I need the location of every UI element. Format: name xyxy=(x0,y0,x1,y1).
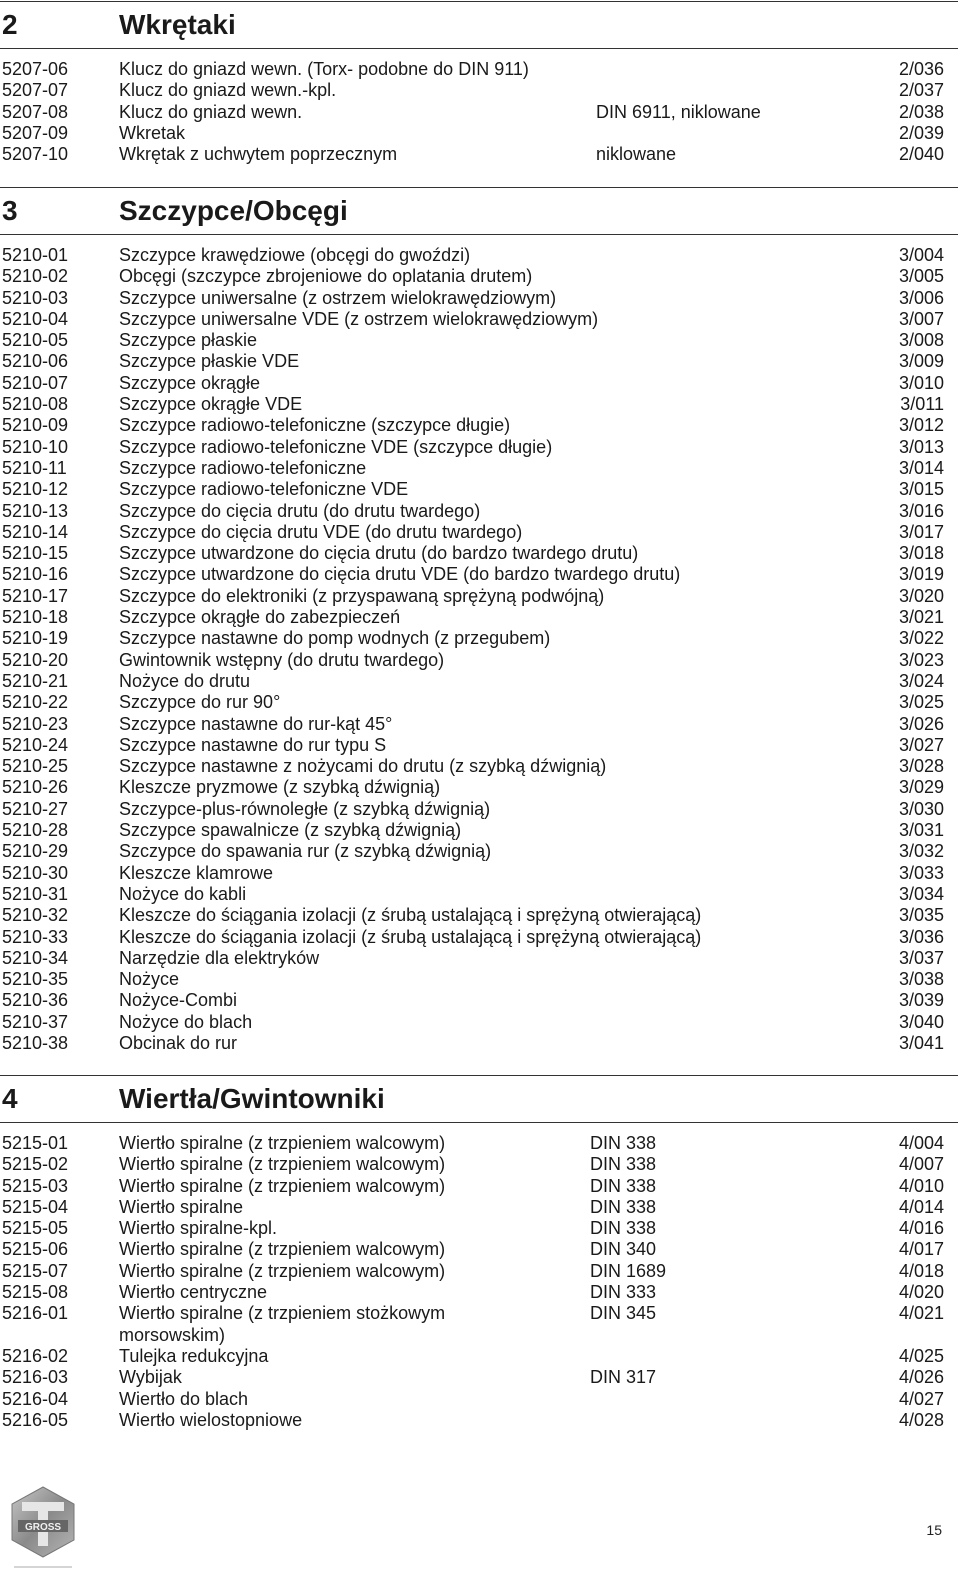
entry-page-ref: 3/027 xyxy=(898,734,944,755)
entry-code: 5210-23 xyxy=(2,713,69,734)
entry-description: Szczypce-plus-równoległe (z szybką dźwignią) xyxy=(119,798,491,819)
entry-row xyxy=(0,927,958,948)
entry-code: 5210-01 xyxy=(2,245,69,265)
entry-page-ref: 3/036 xyxy=(898,926,944,947)
entry-row xyxy=(0,1346,958,1367)
entry-row xyxy=(0,1239,958,1260)
entry-page-ref: 3/038 xyxy=(898,969,944,990)
entry-description: Szczypce uniwersalne VDE (z ostrzem wielokrawędziowym) xyxy=(119,308,599,329)
entry-code: 5210-32 xyxy=(2,905,69,926)
entry-row xyxy=(0,102,958,123)
entry-code: 5210-38 xyxy=(2,1032,69,1053)
entry-description: Szczypce do cięcia drutu VDE (do drutu twardego) xyxy=(119,521,523,542)
entry-code: 5210-37 xyxy=(2,1011,69,1032)
entry-row xyxy=(0,820,958,841)
entry-code: 5210-26 xyxy=(2,777,69,798)
entry-row xyxy=(0,1303,958,1346)
entry-row xyxy=(0,415,958,436)
logo-text: GROSS xyxy=(24,1522,62,1533)
entry-page-ref: 3/018 xyxy=(898,543,944,564)
entry-row xyxy=(0,884,958,905)
section-number: 4 xyxy=(2,1083,18,1114)
entry-page-ref: 4/021 xyxy=(898,1303,944,1324)
entry-row xyxy=(0,564,958,585)
entry-description: Szczypce radiowo-telefoniczne (szczypce długie) xyxy=(119,415,511,436)
entry-description: Wiertło spiralne (z trzpieniem stożkowym morsowskim) xyxy=(119,1303,446,1345)
entry-code: 5210-06 xyxy=(2,351,69,372)
entry-note: DIN 333 xyxy=(590,1282,657,1303)
entry-description: Kleszcze do ściągania izolacji (z śrubą ustalającą i sprężyną otwierającą) xyxy=(119,905,702,926)
entry-note: niklowane xyxy=(596,144,677,165)
entry-page-ref: 2/040 xyxy=(898,144,944,165)
entry-row xyxy=(0,1033,958,1054)
entry-code: 5210-13 xyxy=(2,500,69,521)
entry-description: Szczypce płaskie xyxy=(119,330,258,351)
entry-page-ref: 2/036 xyxy=(898,59,944,79)
entry-row xyxy=(0,650,958,671)
entry-page-ref: 3/024 xyxy=(898,670,944,691)
entry-note: DIN 338 xyxy=(590,1133,657,1153)
entry-note: DIN 338 xyxy=(590,1154,657,1175)
entry-description: Narzędzie dla elektryków xyxy=(119,947,320,968)
entry-row xyxy=(0,863,958,884)
entry-row xyxy=(0,692,958,713)
entry-code: 5210-24 xyxy=(2,734,69,755)
entry-page-ref: 4/025 xyxy=(898,1345,944,1366)
entry-page-ref: 3/039 xyxy=(898,990,944,1011)
entry-code: 5210-10 xyxy=(2,436,69,457)
entry-code: 5216-03 xyxy=(2,1367,69,1388)
entry-description: Nożyce do drutu xyxy=(119,670,251,691)
entry-code: 5210-04 xyxy=(2,308,69,329)
entry-code: 5216-01 xyxy=(2,1303,69,1324)
entry-code: 5207-08 xyxy=(2,101,69,122)
entry-description: Wiertło spiralne (z trzpieniem walcowym) xyxy=(119,1260,446,1281)
entry-row xyxy=(0,1176,958,1197)
entry-code: 5215-03 xyxy=(2,1175,69,1196)
entry-description: Wiertło spiralne (z trzpieniem walcowym) xyxy=(119,1133,446,1153)
entry-page-ref: 3/006 xyxy=(898,287,944,308)
entry-row xyxy=(0,394,958,415)
section-number: 3 xyxy=(2,195,18,226)
entry-code: 5215-05 xyxy=(2,1218,69,1239)
entry-page-ref: 3/004 xyxy=(898,245,944,265)
entry-page-ref: 3/015 xyxy=(898,479,944,500)
entry-list xyxy=(0,1122,958,1431)
entry-code: 5210-15 xyxy=(2,543,69,564)
entry-code: 5210-28 xyxy=(2,820,69,841)
entry-page-ref: 4/010 xyxy=(898,1175,944,1196)
entry-row xyxy=(0,373,958,394)
entry-row xyxy=(0,501,958,522)
entry-list xyxy=(0,48,958,165)
entry-code: 5215-02 xyxy=(2,1154,69,1175)
section-szczypce-obcegi xyxy=(0,187,958,1054)
entry-page-ref: 3/025 xyxy=(898,692,944,713)
entry-row xyxy=(0,1410,958,1431)
entry-page-ref: 3/026 xyxy=(898,713,944,734)
entry-description: Wybijak xyxy=(119,1367,182,1388)
entry-description: Szczypce okrągłe do zabezpieczeń xyxy=(119,607,401,628)
entry-description: Wiertło do blach xyxy=(119,1388,249,1409)
entry-page-ref: 3/007 xyxy=(898,308,944,329)
entry-code: 5210-19 xyxy=(2,628,69,649)
entry-row xyxy=(0,543,958,564)
entry-description: Wkretak xyxy=(119,122,186,143)
entry-row xyxy=(0,288,958,309)
entry-code: 5210-29 xyxy=(2,841,69,862)
entry-page-ref: 4/004 xyxy=(898,1133,944,1153)
entry-description: Wiertło spiralne (z trzpieniem walcowym) xyxy=(119,1154,446,1175)
entry-row xyxy=(0,144,958,165)
entry-description: Szczypce do cięcia drutu (do drutu twardego) xyxy=(119,500,481,521)
entry-description: Nożyce-Combi xyxy=(119,990,238,1011)
entry-row xyxy=(0,671,958,692)
entry-page-ref: 3/030 xyxy=(898,798,944,819)
entry-description: Obcęgi (szczypce zbrojeniowe do oplatania drutem) xyxy=(119,266,533,287)
entry-page-ref: 4/020 xyxy=(898,1282,944,1303)
entry-row xyxy=(0,586,958,607)
entry-description: Gwintownik wstępny (do drutu twardego) xyxy=(119,649,445,670)
entry-description: Wiertło spiralne (z trzpieniem walcowym) xyxy=(119,1239,446,1260)
entry-row xyxy=(0,330,958,351)
entry-code: 5207-07 xyxy=(2,80,69,101)
entry-page-ref: 3/011 xyxy=(900,394,944,415)
entry-code: 5210-25 xyxy=(2,756,69,777)
entry-page-ref: 2/039 xyxy=(898,122,944,143)
entry-row xyxy=(0,1154,958,1175)
section-wiertla-gwintowniki xyxy=(0,1075,958,1431)
entry-page-ref: 3/035 xyxy=(898,905,944,926)
entry-page-ref: 3/009 xyxy=(898,351,944,372)
entry-note: DIN 338 xyxy=(590,1196,657,1217)
entry-row xyxy=(0,756,958,777)
entry-code: 5216-04 xyxy=(2,1388,69,1409)
entry-row xyxy=(0,905,958,926)
entry-description: Szczypce nastawne do rur typu S xyxy=(119,734,387,755)
entry-description: Wiertło spiralne xyxy=(119,1196,244,1217)
entry-code: 5210-12 xyxy=(2,479,69,500)
entry-code: 5215-07 xyxy=(2,1260,69,1281)
entry-page-ref: 2/038 xyxy=(898,101,944,122)
entry-code: 5210-35 xyxy=(2,969,69,990)
entry-page-ref: 3/016 xyxy=(898,500,944,521)
entry-description: Szczypce radiowo-telefoniczne VDE (szczypce długie) xyxy=(119,436,553,457)
entry-code: 5210-17 xyxy=(2,585,69,606)
entry-note: DIN 340 xyxy=(590,1239,657,1260)
entry-row xyxy=(0,948,958,969)
section-title: Wiertła/Gwintowniki xyxy=(119,1083,385,1114)
entry-row xyxy=(0,1261,958,1282)
entry-description: Szczypce nastawne z nożycami do drutu (z szybką dźwignią) xyxy=(119,756,607,777)
entry-row xyxy=(0,522,958,543)
entry-page-ref: 3/022 xyxy=(898,628,944,649)
entry-row xyxy=(0,1012,958,1033)
entry-page-ref: 3/014 xyxy=(898,457,944,478)
entry-page-ref: 4/026 xyxy=(898,1367,944,1388)
entry-page-ref: 3/017 xyxy=(898,521,944,542)
entry-code: 5210-27 xyxy=(2,798,69,819)
entry-row xyxy=(0,1218,958,1239)
entry-row xyxy=(0,437,958,458)
entry-description: Wiertło wielostopniowe xyxy=(119,1409,303,1430)
entry-description: Wiertło centryczne xyxy=(119,1282,268,1303)
entry-row xyxy=(0,80,958,101)
entry-row xyxy=(0,777,958,798)
entry-page-ref: 3/032 xyxy=(898,841,944,862)
entry-row xyxy=(0,458,958,479)
entry-page-ref: 3/019 xyxy=(898,564,944,585)
entry-page-ref: 3/012 xyxy=(898,415,944,436)
entry-code: 5215-04 xyxy=(2,1196,69,1217)
entry-description: Szczypce nastawne do pomp wodnych (z przegubem) xyxy=(119,628,551,649)
entry-description: Kleszcze klamrowe xyxy=(119,862,274,883)
entry-row xyxy=(0,841,958,862)
entry-code: 5210-20 xyxy=(2,649,69,670)
entry-description: Kleszcze pryzmowe (z szybką dźwignią) xyxy=(119,777,441,798)
entry-description: Szczypce okrągłe VDE xyxy=(119,394,303,415)
entry-code: 5210-08 xyxy=(2,394,69,415)
entry-code: 5215-01 xyxy=(2,1133,69,1153)
entry-row xyxy=(0,1197,958,1218)
entry-code: 5215-06 xyxy=(2,1239,69,1260)
entry-description: Szczypce radiowo-telefoniczne VDE xyxy=(119,479,409,500)
entry-description: Szczypce radiowo-telefoniczne xyxy=(119,457,367,478)
entry-page-ref: 4/018 xyxy=(898,1260,944,1281)
entry-description: Kleszcze do ściągania izolacji (z śrubą ustalającą i sprężyną otwierającą) xyxy=(119,926,702,947)
entry-page-ref: 3/040 xyxy=(898,1011,944,1032)
entry-row xyxy=(0,990,958,1011)
entry-description: Szczypce do spawania rur (z szybką dźwignią) xyxy=(119,841,492,862)
entry-row xyxy=(0,123,958,144)
entry-description: Klucz do gniazd wewn. xyxy=(119,101,303,122)
page-number: 15 xyxy=(926,1522,942,1538)
entry-code: 5210-33 xyxy=(2,926,69,947)
entry-page-ref: 3/041 xyxy=(898,1032,944,1053)
entry-row xyxy=(0,479,958,500)
entry-description: Wiertło spiralne (z trzpieniem walcowym) xyxy=(119,1175,446,1196)
entry-page-ref: 3/037 xyxy=(898,947,944,968)
entry-page-ref: 4/028 xyxy=(898,1409,944,1430)
entry-code: 5207-06 xyxy=(2,59,69,79)
entry-page-ref: 3/031 xyxy=(898,820,944,841)
entry-code: 5210-07 xyxy=(2,372,69,393)
entry-code: 5210-02 xyxy=(2,266,69,287)
entry-code: 5207-09 xyxy=(2,122,69,143)
entry-page-ref: 3/008 xyxy=(898,330,944,351)
entry-code: 5215-08 xyxy=(2,1282,69,1303)
entry-description: Szczypce utwardzone do cięcia drutu (do bardzo twardego drutu) xyxy=(119,543,639,564)
entry-code: 5210-09 xyxy=(2,415,69,436)
entry-page-ref: 3/013 xyxy=(898,436,944,457)
entry-page-ref: 4/017 xyxy=(898,1239,944,1260)
entry-row xyxy=(0,969,958,990)
entry-code: 5210-18 xyxy=(2,607,69,628)
section-number: 2 xyxy=(2,9,18,40)
entry-page-ref: 3/029 xyxy=(898,777,944,798)
entry-row xyxy=(0,309,958,330)
entry-description: Szczypce płaskie VDE xyxy=(119,351,300,372)
entry-list xyxy=(0,234,958,1054)
entry-code: 5210-14 xyxy=(2,521,69,542)
entry-description: Szczypce do elektroniki (z przyspawaną sprężyną podwójną) xyxy=(119,585,605,606)
entry-code: 5210-22 xyxy=(2,692,69,713)
entry-page-ref: 4/014 xyxy=(898,1196,944,1217)
entry-code: 5216-02 xyxy=(2,1345,69,1366)
entry-code: 5210-30 xyxy=(2,862,69,883)
entry-page-ref: 3/020 xyxy=(898,585,944,606)
entry-description: Obcinak do rur xyxy=(119,1032,238,1053)
entry-page-ref: 3/033 xyxy=(898,862,944,883)
entry-description: Szczypce do rur 90° xyxy=(119,692,281,713)
entry-code: 5210-03 xyxy=(2,287,69,308)
entry-row xyxy=(0,628,958,649)
entry-code: 5210-05 xyxy=(2,330,69,351)
entry-row xyxy=(0,59,958,80)
entry-description: Tulejka redukcyjna xyxy=(119,1345,269,1366)
entry-description: Szczypce krawędziowe (obcęgi do gwoździ) xyxy=(119,245,471,265)
entry-description: Nożyce do kabli xyxy=(119,883,247,904)
entry-description: Nożyce do blach xyxy=(119,1011,253,1032)
entry-note: DIN 345 xyxy=(590,1303,657,1324)
entry-row xyxy=(0,735,958,756)
entry-row xyxy=(0,351,958,372)
entry-code: 5210-31 xyxy=(2,883,69,904)
entry-code: 5210-34 xyxy=(2,947,69,968)
entry-description: Klucz do gniazd wewn. (Torx- podobne do DIN 911) xyxy=(119,59,529,79)
entry-row xyxy=(0,607,958,628)
entry-page-ref: 2/037 xyxy=(898,80,944,101)
gross-logo xyxy=(8,1484,78,1574)
entry-description: Szczypce utwardzone do cięcia drutu VDE (do bardzo twardego drutu) xyxy=(119,564,681,585)
section-wkretaki xyxy=(0,1,958,165)
entry-page-ref: 4/007 xyxy=(898,1154,944,1175)
entry-page-ref: 3/034 xyxy=(898,883,944,904)
entry-code: 5207-10 xyxy=(2,144,69,165)
entry-code: 5210-11 xyxy=(2,457,67,478)
entry-note: DIN 317 xyxy=(590,1367,657,1388)
entry-row xyxy=(0,1133,958,1154)
entry-description: Wiertło spiralne-kpl. xyxy=(119,1218,278,1239)
entry-row xyxy=(0,714,958,735)
entry-row xyxy=(0,1389,958,1410)
entry-page-ref: 3/023 xyxy=(898,649,944,670)
entry-row xyxy=(0,266,958,287)
entry-code: 5210-36 xyxy=(2,990,69,1011)
entry-description: Wkrętak z uchwytem poprzecznym xyxy=(119,144,398,165)
section-title: Wkrętaki xyxy=(119,9,236,40)
section-header xyxy=(0,1075,958,1122)
entry-description: Szczypce uniwersalne (z ostrzem wielokrawędziowym) xyxy=(119,287,557,308)
entry-note: DIN 338 xyxy=(590,1218,657,1239)
section-header xyxy=(0,1,958,48)
entry-page-ref: 4/027 xyxy=(898,1388,944,1409)
entry-page-ref: 3/005 xyxy=(898,266,944,287)
entry-code: 5210-21 xyxy=(2,670,69,691)
entry-description: Szczypce spawalnicze (z szybką dźwignią) xyxy=(119,820,462,841)
entry-row xyxy=(0,1367,958,1388)
entry-code: 5210-16 xyxy=(2,564,69,585)
entry-description: Szczypce nastawne do rur-kąt 45° xyxy=(119,713,393,734)
entry-note: DIN 1689 xyxy=(590,1260,667,1281)
entry-row xyxy=(0,1282,958,1303)
entry-row xyxy=(0,245,958,266)
entry-page-ref: 3/021 xyxy=(898,607,944,628)
entry-page-ref: 4/016 xyxy=(898,1218,944,1239)
entry-note: DIN 338 xyxy=(590,1175,657,1196)
entry-description: Szczypce okrągłe xyxy=(119,372,261,393)
entry-code: 5216-05 xyxy=(2,1409,69,1430)
section-header xyxy=(0,187,958,234)
entry-note: DIN 6911, niklowane xyxy=(596,101,761,122)
entry-page-ref: 3/010 xyxy=(898,372,944,393)
entry-description: Nożyce xyxy=(119,969,180,990)
section-title: Szczypce/Obcęgi xyxy=(119,195,348,226)
entry-page-ref: 3/028 xyxy=(898,756,944,777)
entry-description: Klucz do gniazd wewn.-kpl. xyxy=(119,80,337,101)
entry-row xyxy=(0,799,958,820)
